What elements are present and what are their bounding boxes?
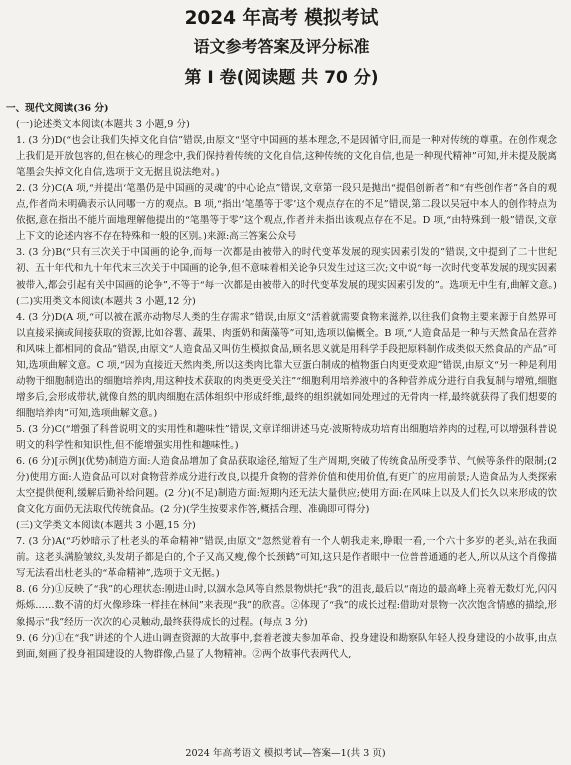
answer-body: [6, 101, 557, 663]
answer-q6: 6. (6 分)[示例](优势)制造方面:人造食品增加了食品获取途径,缩短了生产周期,突破了传统食品所受季节、气候等条件的限制;(2 分)使用方面:人造食品可以对食物营养成分进行改良,以提升食物的营养价值和使用价值,有更广的应用前景;人造食品为人类探索太空提供便利,缓解后勤补给问题。(2 分)(不足)制造方面:短期内还无法大量供应;使用方面:在风味上以及人们长久以来形成的饮食文化方面仍无法取代传统食品。(2 分)(学生按要求作答,概括合理、准确即可得分): [16, 456, 557, 516]
answer-q4: 4. (3 分)D(A 项,“可以被在派亦动物尽人类的生存需求”错误,由原文“活着就需要食物来滋养,以往我们食物主要来源于自然界可以直接采摘或间接获取的资源,比如谷薯、蔬果、肉蛋奶和菌藻等”可知,选项以偏概全。B 项,“人造食品是一种与天然食品在营养和风味上都相同的食品”错误,由原文“人造食品又叫仿生模拟食品,顾名思义就是用科学手段把原料制作成类似天然食品的产品”可知,选项曲解文意。C 项,“因为直接近天然肉类,所以这类肉比靠大豆蛋白制成的植物蛋白肉更受欢迎”错误,由原文“另一种是利用动物干细胞制造出的细胞培养肉,用这种技术获取的肉类更受关注”“细胞利用培养液中的各种营养成分进行自我复制与增殖,细胞增多后,会形成带状,就像自然的肌肉细胞在活体组织中形成纤维,最终的组织就如同处理过的无骨肉一样,最终就获得了我们想要的细胞培养肉”可知,选项曲解文意。): [16, 311, 557, 419]
subsection-heading-literary: (三)文学类文本阅读(本题共 3 小题,15 分): [16, 520, 196, 532]
answer-q9: 9. (6 分)①在“我”讲述的个人进山调查资源的大故事中,套着老渡夫参加革命、投身建设和勘察队年轻人投身建设的小故事,由点到面,刻画了投身祖国建设的人物群像,凸显了人物精神。②两个故事代表两代人,: [16, 632, 557, 660]
answer-q8: 8. (6 分)①反映了“我”的心理状态:刚进山时,以涸水急风等自然景物烘托“我”的沮丧,最后以“南边的最高峰上亮着无数灯光,闪闪烁烁……数不清的灯火像珍珠一样挂在林间”来表现“我”的欣喜。②体现了“我”的成长过程:借助对景物一次次饱含情感的描绘,形象揭示“我”经历一次次的心灵触动,最终获得成长的过程。(每点 3 分): [16, 584, 557, 628]
subsection-heading-argumentative: (一)论述类文本阅读(本题共 3 小题,9 分): [16, 119, 190, 131]
subsection-heading-practical: (二)实用类文本阅读(本题共 3 小题,12 分): [16, 295, 196, 307]
answer-q3: 3. (3 分)B(“只有三次关于中国画的论争,而每一次都是由被带入的时代变革发展的现实因素引发的”错误,文中提到了二十世纪初、五十年代和九十年代末三次关于中国画的论争,但不意味着相关论争只发生过这三次;文中说“每一次时代变革发展的现实因素被带入,都会引起有关中国画的论争”,不等于“每一次都是由被带入的时代变革发展的现实因素引发的”。选项无中生有,曲解文意。): [16, 247, 557, 291]
page-footer: 2024 年高考语文 模拟考试—答案—1(共 3 页): [185, 748, 386, 759]
answer-q5: 5. (3 分)C(“增强了科普说明文的实用性和趣味性”错误,文章详细讲述马克·波斯特成功培育出细胞培养肉的过程,可以增强科普说明文的科学性和知识性,但不能增强实用性和趣味性。): [16, 423, 557, 451]
answer-q7: 7. (3 分)A(“巧妙暗示了杜老头的革命精神”错误,由原文“忽然觉着有一个人朝我走来,睁眼一看,一个六十多岁的老头,站在我面前。这老头满脸皱纹,头发胡子都是白的,个子又高又瘦,像个长颈鹤”可知,这只是作者眼中一位普普通通的老人,所以从这个肖像描写无法看出杜老头的“革命精神”,选项于文无据。): [16, 536, 557, 580]
answer-q2: 2. (3 分)C(A 项,“并提出‘笔墨仍是中国画的灵魂’的中心论点”错误,文章第一段只是抛出“提倡创新者”和“有些创作者”各自的观点,作者尚未明确表示认同哪一方的观点。B 项,“指出‘笔墨等于零’这个观点存在的不足”错误,第二段以吴冠中本人的创作特点为依据,意在指出不能片面地理解他提出的“笔墨等于零”这个观点,作者并未指出该观点存在不足。D 项,“由特殊到一般”错误,文章上下文的论述内容不存在特殊和一般的区别。)来源:高三答案公众号: [16, 183, 557, 243]
answer-q1: 1. (3 分)D(“也会让我们失掉文化自信”错误,由原文“坚守中国画的基本理念,不是因循守旧,而是一种对传统的尊重。在创作观念上我们是开放包容的,但在核心的理念中,我们保持着传统的文化自信,这种传统的文化自信,也是一种现代精神”可知,并未提及脱离笔墨会失掉文化自信,选项于文无据且说法绝对。): [16, 135, 557, 179]
page-title: 2024 年高考 模拟考试: [184, 8, 379, 29]
section-heading-reading: 一、现代文阅读(36 分): [6, 103, 109, 114]
page-subtitle: 语文参考答案及评分标准: [193, 37, 370, 56]
volume-heading: 第 I 卷(阅读题 共 70 分): [184, 68, 379, 88]
